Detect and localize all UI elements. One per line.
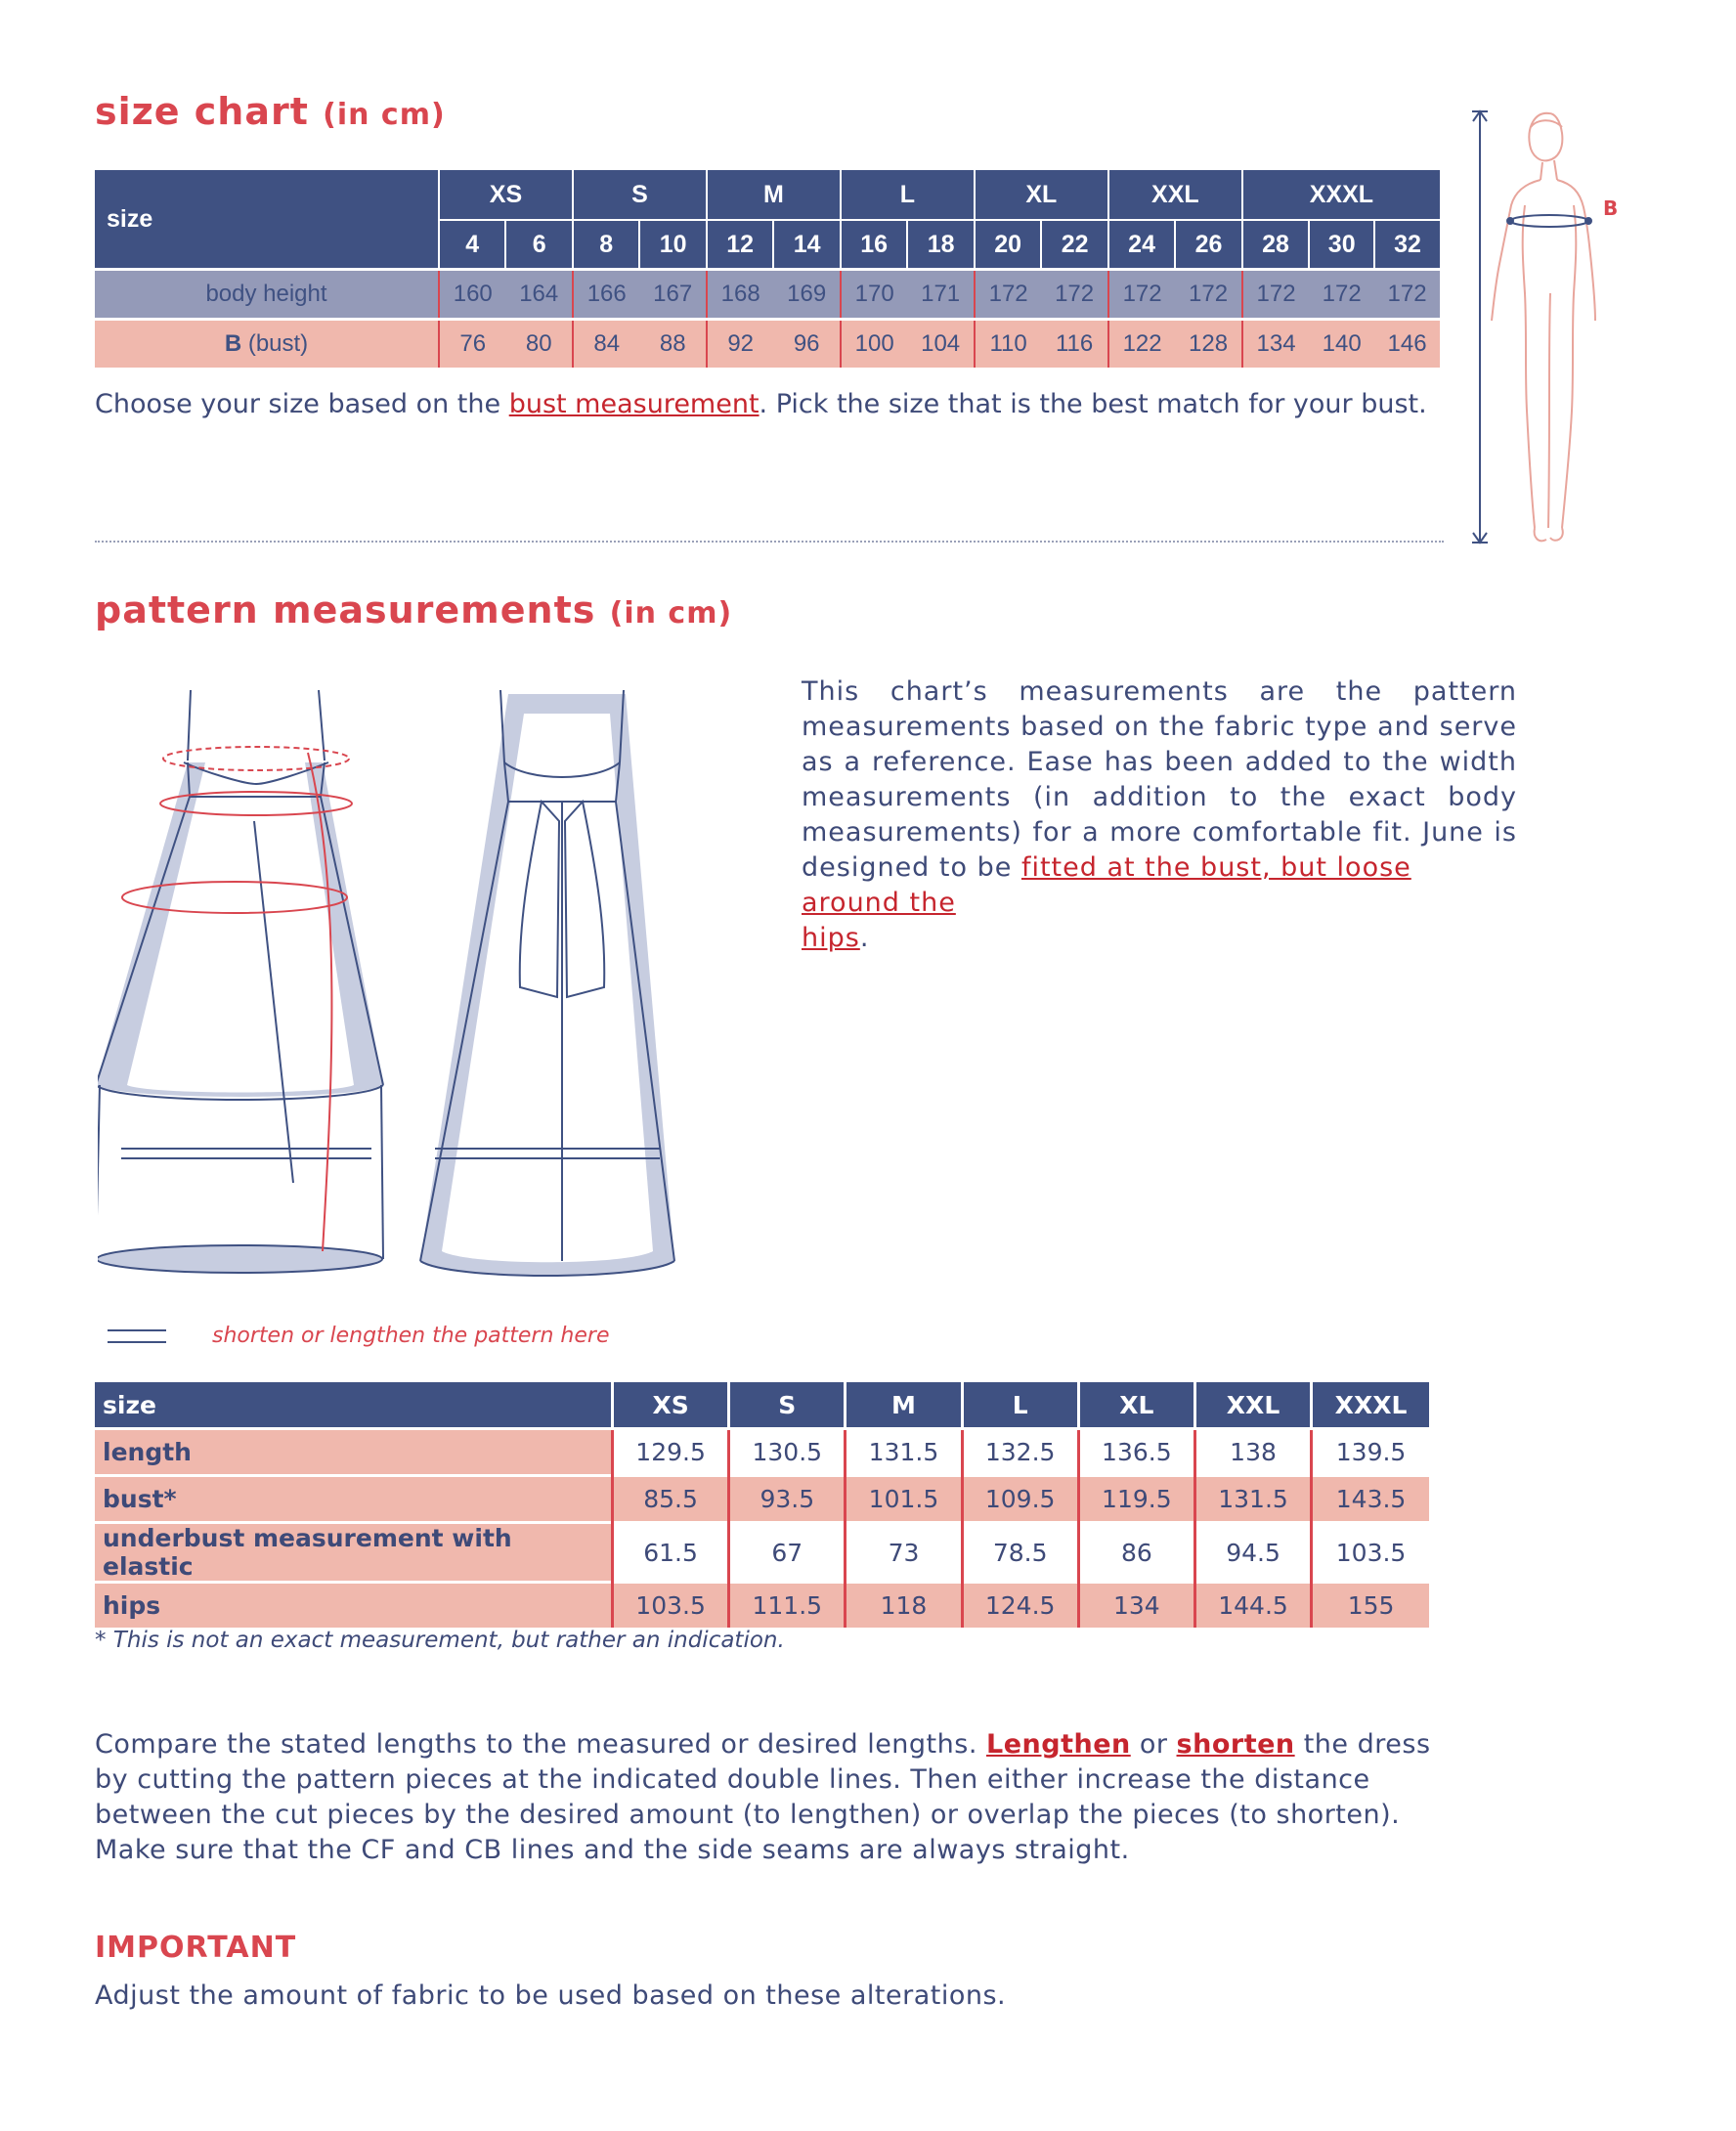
pattern-header-row bbox=[95, 1382, 1429, 1429]
size-number: 18 bbox=[907, 220, 974, 270]
body-figure-illustration bbox=[1456, 98, 1632, 557]
pattern-row-hips bbox=[95, 1583, 1429, 1629]
pattern-desc-line bbox=[802, 850, 1517, 921]
pattern-title-unit: (in cm) bbox=[609, 596, 733, 631]
pattern-cell: 93.5 bbox=[729, 1476, 846, 1523]
pattern-row-label: length bbox=[95, 1429, 613, 1476]
pattern-cell: 136.5 bbox=[1078, 1429, 1194, 1476]
body-height-value: 169 bbox=[773, 270, 840, 320]
pattern-cell: 103.5 bbox=[1312, 1523, 1429, 1583]
bust-value: 122 bbox=[1108, 320, 1175, 369]
height-arrow bbox=[1472, 111, 1488, 543]
body-height-value: 172 bbox=[975, 270, 1041, 320]
pattern-cell: 155 bbox=[1312, 1583, 1429, 1629]
pattern-col-header: M bbox=[846, 1382, 962, 1429]
pattern-desc-line: This chart’s measurements are the pattern bbox=[802, 676, 1517, 707]
body-height-row bbox=[95, 270, 1440, 320]
pattern-row-label: bust* bbox=[95, 1476, 613, 1523]
double-line-legend-icon bbox=[108, 1329, 166, 1343]
lengthen-line: by cutting the pattern pieces at the indicated double lines. Then either increase the distance bbox=[95, 1764, 1370, 1795]
size-group: XXL bbox=[1108, 170, 1242, 220]
size-header-label: size bbox=[95, 170, 439, 270]
size-number: 24 bbox=[1108, 220, 1175, 270]
pattern-desc-line: as a reference. Ease has been added to the width bbox=[802, 747, 1517, 777]
size-group: XXXL bbox=[1242, 170, 1440, 220]
bust-value: 140 bbox=[1309, 320, 1374, 369]
pattern-row-length bbox=[95, 1429, 1429, 1476]
pattern-row-underbust bbox=[95, 1523, 1429, 1583]
size-number: 6 bbox=[505, 220, 572, 270]
pattern-cell: 111.5 bbox=[729, 1583, 846, 1629]
body-height-value: 172 bbox=[1175, 270, 1241, 320]
bust-measurement-link[interactable]: bust measurement bbox=[508, 389, 760, 419]
size-chart-title-text: size chart bbox=[95, 90, 309, 133]
pattern-cell: 131.5 bbox=[846, 1429, 962, 1476]
pattern-cell: 143.5 bbox=[1312, 1476, 1429, 1523]
bust-label-rest: (bust) bbox=[247, 330, 309, 357]
important-text: Adjust the amount of fabric to be used based on these alterations. bbox=[95, 1980, 1007, 2011]
bust-label bbox=[95, 320, 439, 369]
size-number: 12 bbox=[707, 220, 773, 270]
bust-row bbox=[95, 320, 1440, 369]
size-chart-title-unit: (in cm) bbox=[323, 98, 446, 132]
pattern-row-label: underbust measurement with elastic bbox=[95, 1523, 613, 1583]
pattern-cell: 78.5 bbox=[962, 1523, 1078, 1583]
pattern-desc-line: measurements) for a more comfortable fit. June is bbox=[802, 817, 1517, 848]
size-chart-table bbox=[95, 170, 1440, 368]
pattern-col-header: XXL bbox=[1194, 1382, 1311, 1429]
pattern-cell: 119.5 bbox=[1078, 1476, 1194, 1523]
pattern-measurements-table bbox=[95, 1382, 1429, 1628]
hips-link[interactable]: hips bbox=[802, 923, 860, 953]
size-number: 14 bbox=[773, 220, 840, 270]
pattern-col-header: XS bbox=[613, 1382, 729, 1429]
pattern-desc-text: designed to be bbox=[802, 852, 1021, 883]
body-height-value: 172 bbox=[1108, 270, 1175, 320]
body-height-value: 172 bbox=[1309, 270, 1374, 320]
body-height-value: 172 bbox=[1374, 270, 1440, 320]
lengthen-line bbox=[95, 1727, 1431, 1762]
pattern-cell: 138 bbox=[1194, 1429, 1311, 1476]
pattern-desc-line: measurements based on the fabric type and serve bbox=[802, 712, 1517, 742]
pattern-cell: 73 bbox=[846, 1523, 962, 1583]
bust-value: 96 bbox=[773, 320, 840, 369]
bust-value: 100 bbox=[841, 320, 907, 369]
size-group: L bbox=[841, 170, 975, 220]
pattern-cell: 85.5 bbox=[613, 1476, 729, 1523]
lengthen-link[interactable]: Lengthen bbox=[986, 1729, 1131, 1760]
woman-outline bbox=[1492, 113, 1595, 541]
pattern-measurements-title bbox=[95, 588, 732, 631]
size-group: XL bbox=[975, 170, 1108, 220]
size-number: 26 bbox=[1175, 220, 1241, 270]
body-height-value: 160 bbox=[439, 270, 505, 320]
pattern-col-header: XXXL bbox=[1312, 1382, 1429, 1429]
figure-bust-label: B bbox=[1603, 196, 1619, 220]
bust-value: 104 bbox=[907, 320, 974, 369]
body-height-value: 168 bbox=[707, 270, 773, 320]
size-choice-note bbox=[95, 389, 1427, 419]
size-number: 10 bbox=[639, 220, 706, 270]
important-heading: IMPORTANT bbox=[95, 1931, 297, 1965]
body-height-label: body height bbox=[95, 270, 439, 320]
pattern-cell: 103.5 bbox=[613, 1583, 729, 1629]
section-divider bbox=[95, 541, 1444, 543]
bust-value: 92 bbox=[707, 320, 773, 369]
dress-illustrations bbox=[98, 674, 743, 1281]
pattern-description bbox=[802, 674, 1517, 956]
size-group: XS bbox=[439, 170, 573, 220]
bust-value: 134 bbox=[1242, 320, 1309, 369]
pattern-cell: 130.5 bbox=[729, 1429, 846, 1476]
pattern-cell: 129.5 bbox=[613, 1429, 729, 1476]
body-height-value: 167 bbox=[639, 270, 706, 320]
pattern-cell: 94.5 bbox=[1194, 1523, 1311, 1583]
bust-value: 88 bbox=[639, 320, 706, 369]
pattern-cell: 118 bbox=[846, 1583, 962, 1629]
pattern-cell: 101.5 bbox=[846, 1476, 962, 1523]
lengthen-paragraph bbox=[95, 1727, 1431, 1868]
size-number: 28 bbox=[1242, 220, 1309, 270]
shorten-link[interactable]: shorten bbox=[1176, 1729, 1295, 1760]
bust-value: 84 bbox=[573, 320, 639, 369]
pattern-cell: 109.5 bbox=[962, 1476, 1078, 1523]
pattern-col-header: S bbox=[729, 1382, 846, 1429]
lengthen-line: Make sure that the CF and CB lines and the side seams are always straight. bbox=[95, 1835, 1130, 1865]
size-group: S bbox=[573, 170, 707, 220]
dress-back-illustration bbox=[420, 690, 674, 1276]
body-height-value: 171 bbox=[907, 270, 974, 320]
size-number: 16 bbox=[841, 220, 907, 270]
body-height-value: 172 bbox=[1242, 270, 1309, 320]
size-number: 22 bbox=[1041, 220, 1107, 270]
size-number: 8 bbox=[573, 220, 639, 270]
pattern-cell: 139.5 bbox=[1312, 1429, 1429, 1476]
pattern-cell: 132.5 bbox=[962, 1429, 1078, 1476]
bust-value: 128 bbox=[1175, 320, 1241, 369]
pattern-title-text: pattern measurements bbox=[95, 588, 596, 631]
bust-value: 80 bbox=[505, 320, 572, 369]
pattern-cell: 131.5 bbox=[1194, 1476, 1311, 1523]
size-number: 32 bbox=[1374, 220, 1440, 270]
bust-measure-line bbox=[1507, 215, 1591, 227]
pattern-cell: 67 bbox=[729, 1523, 846, 1583]
fitted-bust-link[interactable]: fitted at the bust, but loose around the bbox=[802, 852, 1411, 918]
pattern-col-header: L bbox=[962, 1382, 1078, 1429]
bust-value: 146 bbox=[1374, 320, 1440, 369]
pattern-cell: 86 bbox=[1078, 1523, 1194, 1583]
pattern-cell: 61.5 bbox=[613, 1523, 729, 1583]
body-height-value: 164 bbox=[505, 270, 572, 320]
size-chart-title bbox=[95, 90, 446, 133]
lengthen-line: between the cut pieces by the desired amount (to lengthen) or overlap the pieces (to shorten). bbox=[95, 1800, 1401, 1830]
size-note-text: Choose your size based on the bbox=[95, 389, 509, 419]
lengthen-text: Compare the stated lengths to the measured or desired lengths. bbox=[95, 1729, 986, 1760]
bust-value: 116 bbox=[1041, 320, 1107, 369]
pattern-desc-line bbox=[802, 921, 1517, 956]
size-group: M bbox=[707, 170, 841, 220]
size-number: 4 bbox=[439, 220, 505, 270]
pattern-col-header: XL bbox=[1078, 1382, 1194, 1429]
bust-label-b: B bbox=[224, 330, 242, 357]
body-height-value: 172 bbox=[1041, 270, 1107, 320]
bust-value: 76 bbox=[439, 320, 505, 369]
pattern-footnote: * This is not an exact measurement, but rather an indication. bbox=[95, 1628, 785, 1653]
dress-front-illustration bbox=[98, 690, 383, 1273]
pattern-cell: 124.5 bbox=[962, 1583, 1078, 1629]
lengthen-text: or bbox=[1130, 1729, 1177, 1760]
body-height-value: 166 bbox=[573, 270, 639, 320]
pattern-desc-end: . bbox=[859, 923, 870, 953]
lengthen-text: the dress bbox=[1294, 1729, 1431, 1760]
pattern-cell: 144.5 bbox=[1194, 1583, 1311, 1629]
pattern-row-label: hips bbox=[95, 1583, 613, 1629]
size-number: 30 bbox=[1309, 220, 1374, 270]
pattern-header-label: size bbox=[95, 1382, 613, 1429]
pattern-desc-line: measurements (in addition to the exact body bbox=[802, 782, 1517, 812]
body-height-value: 170 bbox=[841, 270, 907, 320]
size-number: 20 bbox=[975, 220, 1041, 270]
legend-text: shorten or lengthen the pattern here bbox=[212, 1324, 610, 1348]
size-note-text-end: . Pick the size that is the best match for your bust. bbox=[759, 389, 1427, 419]
pattern-cell: 134 bbox=[1078, 1583, 1194, 1629]
pattern-row-bust bbox=[95, 1476, 1429, 1523]
bust-value: 110 bbox=[975, 320, 1041, 369]
